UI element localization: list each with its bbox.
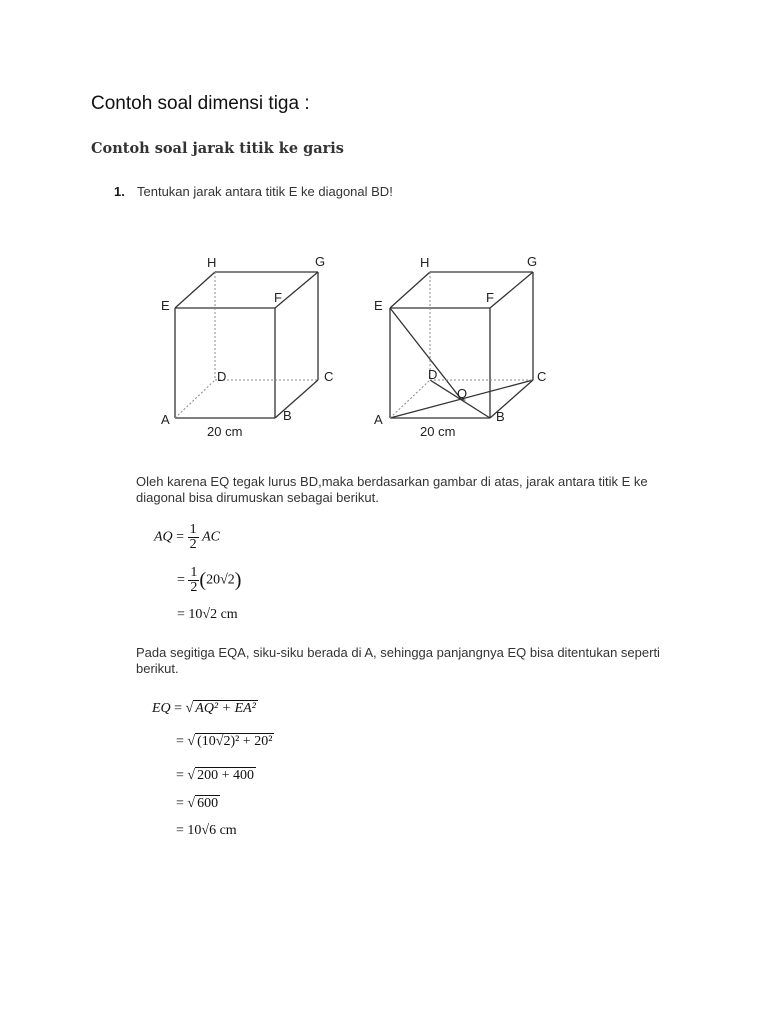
label-f: F [274, 290, 282, 305]
label-dimension: 20 cm [207, 424, 243, 439]
question-number: 1. [114, 184, 125, 199]
paragraph-1: Oleh karena EQ tegak lurus BD,maka berdasarkan gambar di atas, jarak antara titik E ke diagonal bisa dirumuskan sebagai berikut. [136, 474, 648, 505]
label-c: C [324, 369, 334, 384]
cube-svg-left [150, 250, 350, 450]
cube-svg-right [365, 250, 565, 450]
label-d: D [217, 369, 227, 384]
label-a: A [374, 412, 383, 427]
label-e: E [161, 298, 170, 313]
paragraph-2: Pada segitiga EQA, siku-siku berada di A, sehingga panjangnya EQ bisa ditentukan seperti berikut. [136, 645, 660, 676]
label-a: A [161, 412, 170, 427]
eq2-line3: = √ 200 + 400 [176, 768, 254, 783]
eq2-line4: = √ 600 [176, 796, 219, 811]
label-h: H [207, 255, 217, 270]
label-c: C [537, 369, 547, 384]
eq2-line1: EQ = √ AQ² + EA² [152, 701, 256, 716]
label-dimension: 20 cm [420, 424, 456, 439]
label-f: F [486, 290, 494, 305]
segment-eq [390, 308, 461, 399]
edge-bc [275, 380, 318, 418]
label-q: Q [457, 386, 468, 401]
cube-figure-left [150, 250, 350, 454]
eq1-line1: AQ = $\frac{1}{2}$ AC [154, 522, 220, 552]
edge-eh [175, 272, 215, 308]
label-h: H [420, 255, 430, 270]
eq1-line2: = $\frac{1}{2}$ (20√2) [177, 565, 242, 595]
label-b: B [283, 408, 292, 423]
eq2-line5: = 10√6 cm [176, 823, 237, 838]
heading-main: Contoh soal dimensi tiga : [91, 93, 310, 114]
eq2-line2: = √ (10√2)² + 20² [176, 734, 273, 749]
label-e: E [374, 298, 383, 313]
label-d: D [428, 367, 438, 382]
hidden-edge-ad [175, 380, 215, 418]
cube-figure-right [365, 250, 565, 454]
label-b: B [496, 409, 505, 424]
eq1-line3: = 10√2 cm [177, 607, 238, 622]
question-text: Tentukan jarak antara titik E ke diagonal BD! [137, 184, 393, 199]
label-g: G [315, 254, 326, 269]
heading-sub: Contoh soal jarak titik ke garis [91, 140, 344, 157]
label-g: G [527, 254, 538, 269]
